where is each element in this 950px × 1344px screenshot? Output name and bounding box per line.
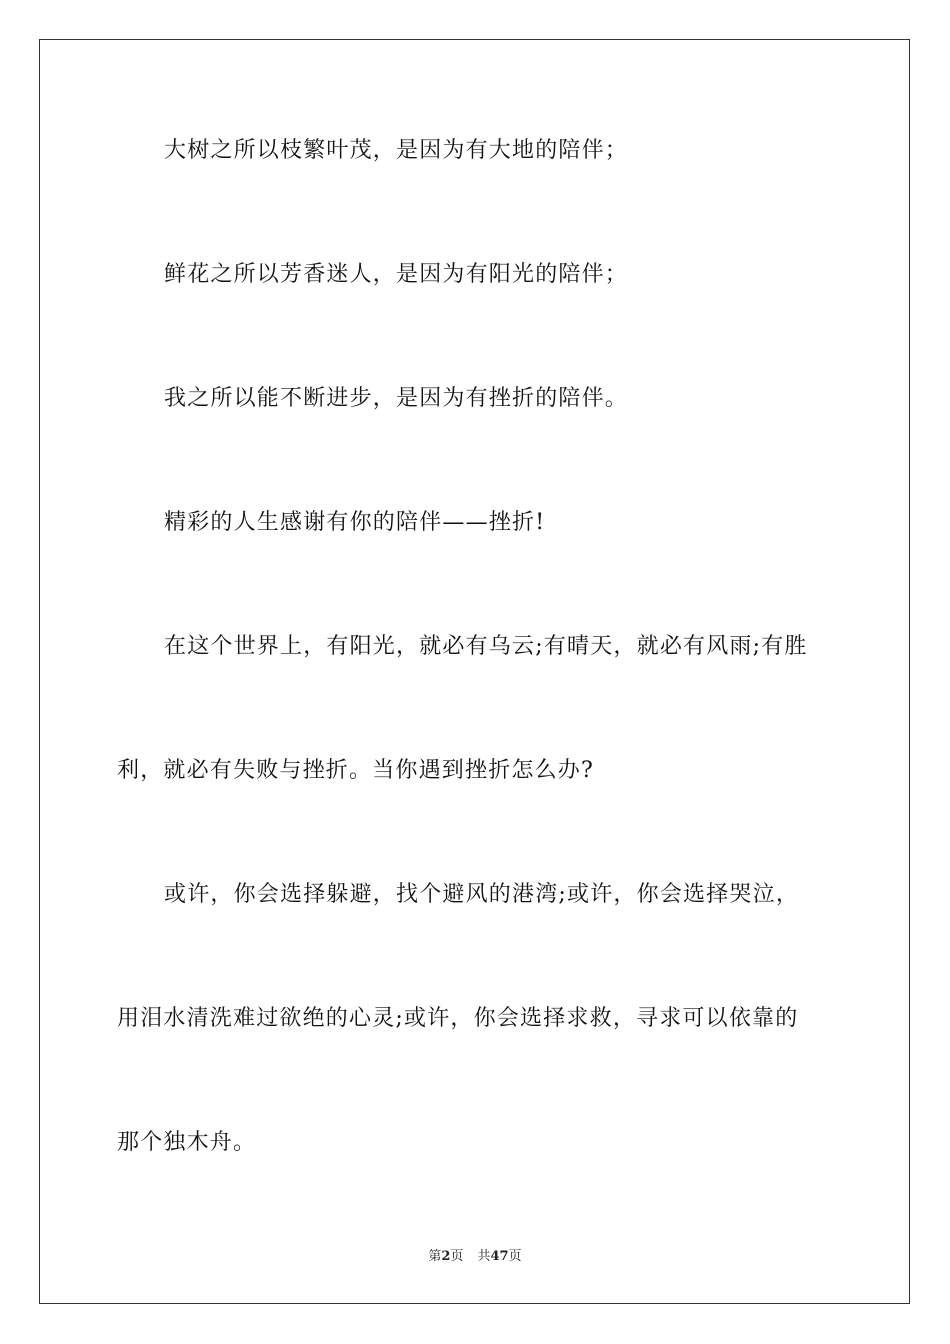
page-number: 2	[441, 1249, 451, 1264]
paragraph-line: 鲜花之所以芳香迷人，是因为有阳光的陪伴；	[164, 262, 629, 287]
total-prefix: 共	[477, 1249, 491, 1264]
paragraph-line: 用泪水清洗难过欲绝的心灵;或许，你会选择求救，寻求可以依靠的	[117, 1006, 799, 1031]
paragraph-line: 那个独木舟。	[117, 1130, 257, 1155]
paragraph-line: 在这个世界上，有阳光，就必有乌云;有晴天，就必有风雨;有胜	[164, 634, 808, 659]
page-prefix: 第	[428, 1249, 442, 1264]
paragraph-line: 利，就必有失败与挫折。当你遇到挫折怎么办?	[117, 758, 594, 783]
paragraph-line: 或许，你会选择躲避，找个避风的港湾;或许，你会选择哭泣，	[164, 882, 800, 907]
paragraph-line: 我之所以能不断进步，是因为有挫折的陪伴。	[164, 386, 629, 411]
total-pages: 47	[490, 1249, 509, 1264]
paragraph-line: 精彩的人生感谢有你的陪伴——挫折!	[164, 510, 546, 535]
page-suffix: 页	[450, 1249, 464, 1264]
page-footer	[0, 1245, 950, 1264]
page-border	[39, 39, 910, 1304]
total-suffix: 页	[508, 1249, 522, 1264]
paragraph-line: 大树之所以枝繁叶茂，是因为有大地的陪伴；	[164, 138, 629, 163]
